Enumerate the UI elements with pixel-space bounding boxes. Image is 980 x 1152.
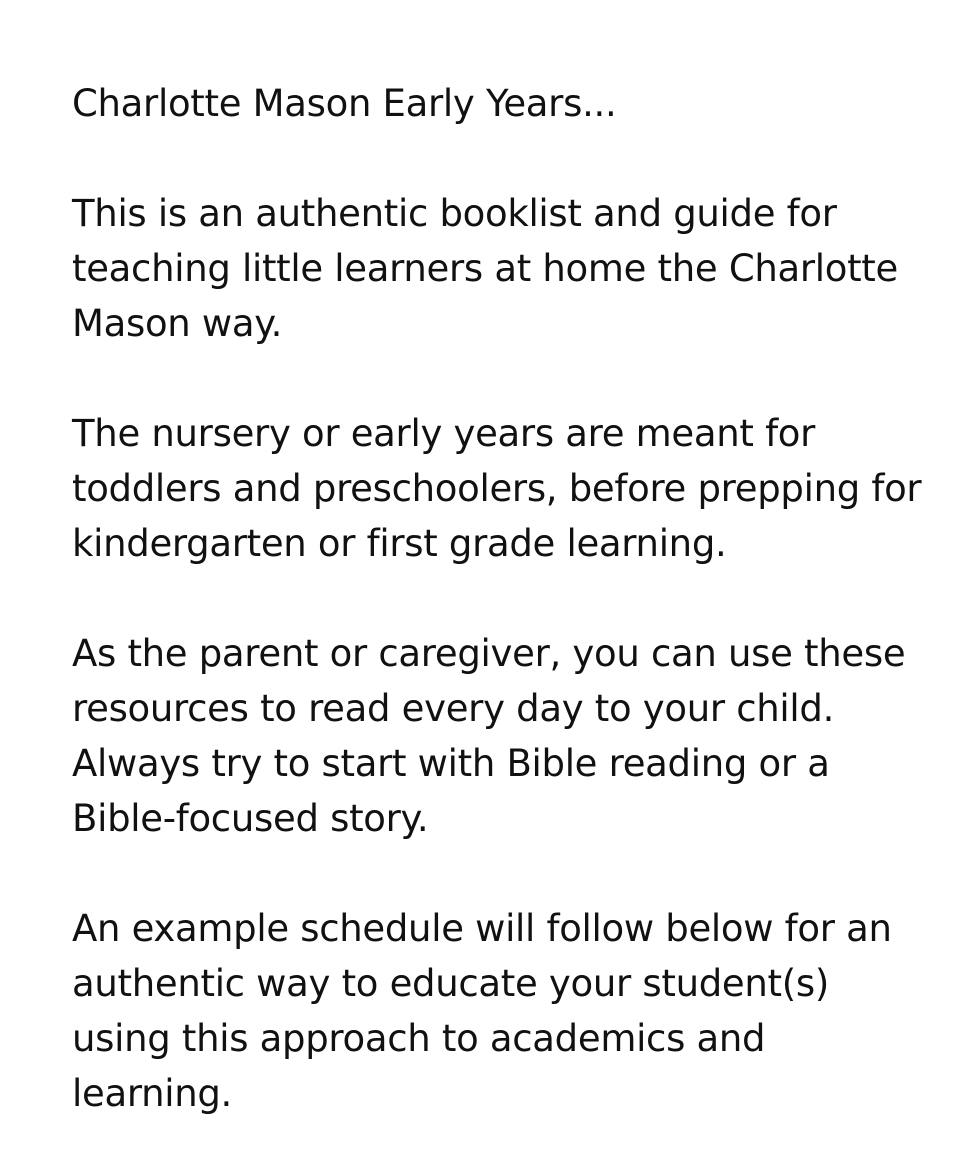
document-title: Charlotte Mason Early Years... (72, 82, 617, 125)
document-page (72, 76, 922, 1121)
intro-paragraph: This is an authentic booklist and guide for teaching little learners at home the Charlotte Mason way. (72, 192, 898, 345)
caregiver-paragraph: As the parent or caregiver, you can use these resources to read every day to your child. Always try to start with Bible reading or a Bible-focused story. (72, 632, 906, 840)
schedule-paragraph: An example schedule will follow below for an authentic way to educate your student(s) using this approach to academics and learning. (72, 907, 892, 1115)
early-years-paragraph: The nursery or early years are meant for toddlers and preschoolers, before prepping for kindergarten or first grade learning. (72, 412, 922, 565)
